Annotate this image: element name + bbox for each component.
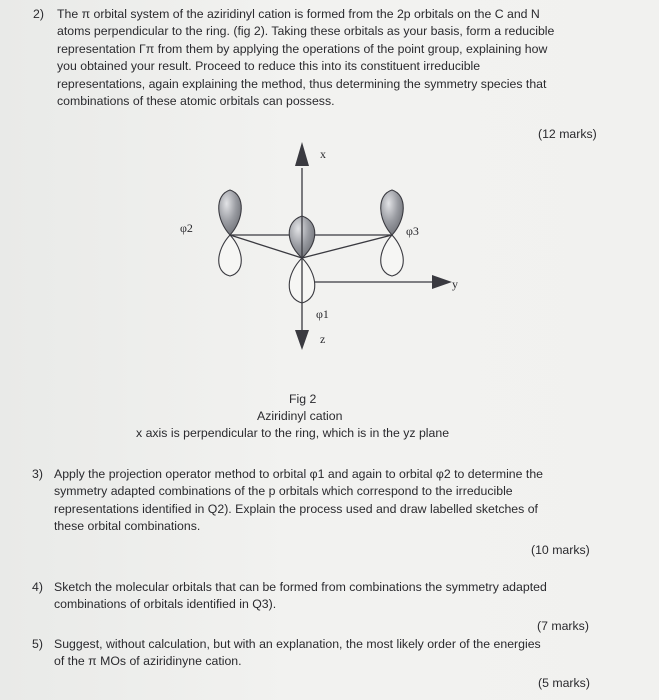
phi1-label: φ1 <box>316 307 329 321</box>
question-2-line: atoms perpendicular to the ring. (fig 2). Taking these orbitals as your basis, form a reducible <box>57 24 555 39</box>
x-axis-label: x <box>320 147 326 161</box>
aziridinyl-orbital-diagram <box>170 140 470 360</box>
question-3-line: representations identified in Q2). Explain the process used and draw labelled sketches of <box>54 501 538 516</box>
question-2-line: The π orbital system of the aziridinyl cation is formed from the 2p orbitals on the C and N <box>57 7 540 21</box>
question-4 <box>32 579 642 615</box>
question-2-marks: (12 marks) <box>538 127 597 141</box>
x-axis-arrowhead <box>295 142 309 166</box>
question-5-line: Suggest, without calculation, but with an explanation, the most likely order of the energies <box>54 637 541 651</box>
y-axis-label: y <box>452 277 458 291</box>
question-3-line: these orbital combinations. <box>54 519 201 534</box>
y-axis-arrowhead <box>432 275 452 289</box>
z-axis-arrowhead <box>295 330 309 350</box>
question-3-marks: (10 marks) <box>531 543 590 557</box>
question-4-line: Sketch the molecular orbitals that can be formed from combinations the symmetry adapted <box>54 580 547 594</box>
question-4-number: 4) <box>32 580 43 594</box>
phi3-lower-lobe <box>381 235 404 276</box>
question-3-line: symmetry adapted combinations of the p orbitals which correspond to the irreducible <box>54 484 513 499</box>
phi3-label: φ3 <box>406 224 419 238</box>
question-3 <box>32 466 642 538</box>
phi3-upper-lobe <box>381 190 404 235</box>
question-2-line: combinations of these atomic orbitals can possess. <box>57 94 335 109</box>
figure-label: Fig 2 <box>289 392 317 406</box>
question-5-marks: (5 marks) <box>538 676 590 690</box>
question-2-line: representations, again explaining the method, thus determining the symmetry species that <box>57 76 547 91</box>
phi2-label: φ2 <box>180 221 193 235</box>
phi2-lower-lobe <box>219 235 242 276</box>
question-4-marks: (7 marks) <box>537 619 589 633</box>
question-5-text <box>54 636 541 671</box>
question-2-line: you obtained your result. Proceed to reduce this into its constituent irreducible <box>57 59 481 74</box>
question-2-line: representation Γπ from them by applying the operations of the point group, explaining how <box>57 41 548 56</box>
figure-caption-title: Aziridinyl cation <box>257 409 343 423</box>
question-3-number: 3) <box>32 467 43 481</box>
ring-bond-c-n-right <box>302 235 392 258</box>
p-orbital-phi1 <box>289 216 315 303</box>
question-3-line: Apply the projection operator method to orbital φ1 and again to orbital φ2 to determine the <box>54 467 543 481</box>
question-2-number: 2) <box>33 7 44 21</box>
question-2-text <box>57 6 554 110</box>
phi2-upper-lobe <box>219 190 242 235</box>
question-5-number: 5) <box>32 637 43 651</box>
question-5-line: of the π MOs of aziridinyne cation. <box>54 654 242 669</box>
question-5 <box>32 636 642 672</box>
p-orbital-phi2 <box>219 190 242 276</box>
question-2 <box>33 6 643 116</box>
question-4-line: combinations of orbitals identified in Q3). <box>54 597 277 612</box>
z-axis-label: z <box>320 332 326 346</box>
p-orbital-phi3 <box>381 190 404 276</box>
figure-caption-note: x axis is perpendicular to the ring, which is in the yz plane <box>136 426 450 440</box>
question-4-text <box>54 579 547 614</box>
question-3-text <box>54 466 543 536</box>
